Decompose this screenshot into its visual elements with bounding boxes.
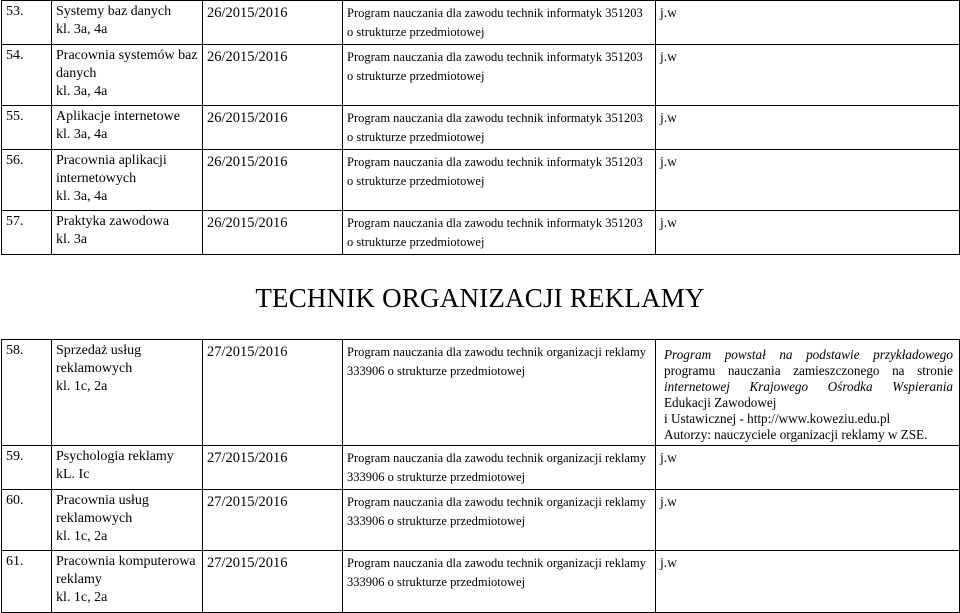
subject-name	[52, 1, 203, 45]
program-code: 26/2015/2016	[203, 106, 343, 150]
author-cell: j.w	[656, 490, 960, 551]
table-row	[2, 551, 960, 613]
subject-name-line: Pracownia komputerowa	[56, 554, 196, 569]
program-line: Program nauczania dla zawodu technik informatyk 351203	[347, 111, 643, 125]
row-number: 54.	[2, 45, 52, 106]
subject-name-line: Pracownia usług	[56, 493, 149, 508]
note-line: Edukacji Zawodowej	[664, 395, 777, 410]
table-row	[2, 150, 960, 211]
subject-name	[52, 446, 203, 490]
subject-name-line: Praktyka zawodowa	[56, 214, 170, 229]
class-label: kl. 3a, 4a	[56, 127, 108, 142]
program-line: 333906 o strukturze przedmiotowej	[347, 470, 526, 484]
note-line: Program powstał na podstawie przykładowego	[664, 347, 953, 362]
program-line: o strukturze przedmiotowej	[347, 69, 485, 83]
subject-name-line: Psychologia reklamy	[56, 449, 174, 464]
subject-name-line: Pracownia aplikacji	[56, 153, 167, 168]
program-code: 26/2015/2016	[203, 211, 343, 255]
program-source-note	[656, 340, 960, 446]
program-description	[343, 45, 656, 106]
program-code: 27/2015/2016	[203, 340, 343, 446]
program-description	[343, 1, 656, 45]
informatyk-table	[1, 0, 960, 255]
program-line: Program nauczania dla zawodu technik informatyk 351203	[347, 155, 643, 169]
program-line: Program nauczania dla zawodu technik organizacji reklamy	[347, 345, 646, 359]
program-description	[343, 551, 656, 613]
subject-name-line: reklamowych	[56, 511, 133, 526]
class-label: kl. 1c, 2a	[56, 379, 108, 394]
subject-name-line: reklamy	[56, 572, 102, 587]
program-code: 27/2015/2016	[203, 490, 343, 551]
program-code: 26/2015/2016	[203, 150, 343, 211]
subject-name	[52, 45, 203, 106]
subject-name	[52, 211, 203, 255]
program-line: Program nauczania dla zawodu technik organizacji reklamy	[347, 556, 646, 570]
program-code: 26/2015/2016	[203, 1, 343, 45]
row-number: 59.	[2, 446, 52, 490]
note-line: i Ustawicznej - http://www.koweziu.edu.pl	[664, 411, 891, 426]
program-line: o strukturze przedmiotowej	[347, 174, 485, 188]
program-line: Program nauczania dla zawodu technik organizacji reklamy	[347, 495, 646, 509]
subject-name-line: danych	[56, 66, 97, 81]
row-number: 57.	[2, 211, 52, 255]
subject-name	[52, 490, 203, 551]
subject-name-line: reklamowych	[56, 361, 133, 376]
subject-name-line: Sprzedaż usług	[56, 343, 142, 358]
table-row	[2, 446, 960, 490]
table-row	[2, 45, 960, 106]
row-number: 55.	[2, 106, 52, 150]
subject-name	[52, 150, 203, 211]
subject-name-line: Systemy baz danych	[56, 4, 172, 19]
table-row	[2, 106, 960, 150]
program-description	[343, 150, 656, 211]
table-row	[2, 1, 960, 45]
class-label: kl. 3a, 4a	[56, 189, 108, 204]
program-line: Program nauczania dla zawodu technik informatyk 351203	[347, 6, 643, 20]
table-row	[2, 211, 960, 255]
class-label: kl. 3a, 4a	[56, 84, 108, 99]
program-description	[343, 490, 656, 551]
subject-name-line: Pracownia systemów baz	[56, 48, 198, 63]
program-description	[343, 211, 656, 255]
program-line: 333906 o strukturze przedmiotowej	[347, 514, 526, 528]
note-line: internetowej Krajowego Ośrodka Wspierania	[664, 379, 953, 394]
program-description	[343, 446, 656, 490]
author-cell: j.w	[656, 45, 960, 106]
subject-name	[52, 106, 203, 150]
class-label: kL. Ic	[56, 467, 90, 482]
note-line: programu nauczania zamieszczonego na stronie	[664, 363, 953, 378]
subject-name	[52, 551, 203, 613]
author-cell: j.w	[656, 211, 960, 255]
program-line: o strukturze przedmiotowej	[347, 130, 485, 144]
class-label: kl. 3a, 4a	[56, 22, 108, 37]
organizacja-reklamy-table	[1, 339, 960, 613]
subject-name	[52, 340, 203, 446]
program-line: 333906 o strukturze przedmiotowej	[347, 575, 526, 589]
class-label: kl. 1c, 2a	[56, 590, 108, 605]
program-line: 333906 o strukturze przedmiotowej	[347, 364, 526, 378]
table-row	[2, 340, 960, 446]
program-code: 26/2015/2016	[203, 45, 343, 106]
program-line: Program nauczania dla zawodu technik informatyk 351203	[347, 216, 643, 230]
author-cell: j.w	[656, 551, 960, 613]
program-code: 27/2015/2016	[203, 446, 343, 490]
program-line: Program nauczania dla zawodu technik informatyk 351203	[347, 50, 643, 64]
class-label: kl. 3a	[56, 232, 88, 247]
program-description	[343, 106, 656, 150]
row-number: 53.	[2, 1, 52, 45]
row-number: 58.	[2, 340, 52, 446]
row-number: 61.	[2, 551, 52, 613]
class-label: kl. 1c, 2a	[56, 529, 108, 544]
row-number: 60.	[2, 490, 52, 551]
author-cell: j.w	[656, 106, 960, 150]
program-line: o strukturze przedmiotowej	[347, 25, 485, 39]
subject-name-line: internetowych	[56, 171, 137, 186]
program-line: Program nauczania dla zawodu technik organizacji reklamy	[347, 451, 646, 465]
program-line: o strukturze przedmiotowej	[347, 235, 485, 249]
program-description	[343, 340, 656, 446]
section-heading: TECHNIK ORGANIZACJI REKLAMY	[255, 283, 705, 313]
author-cell: j.w	[656, 1, 960, 45]
row-number: 56.	[2, 150, 52, 211]
author-cell: j.w	[656, 446, 960, 490]
author-cell: j.w	[656, 150, 960, 211]
program-code: 27/2015/2016	[203, 551, 343, 613]
subject-name-line: Aplikacje internetowe	[56, 109, 181, 124]
note-line: Autorzy: nauczyciele organizacji reklamy w ZSE.	[664, 427, 928, 442]
table-row	[2, 490, 960, 551]
